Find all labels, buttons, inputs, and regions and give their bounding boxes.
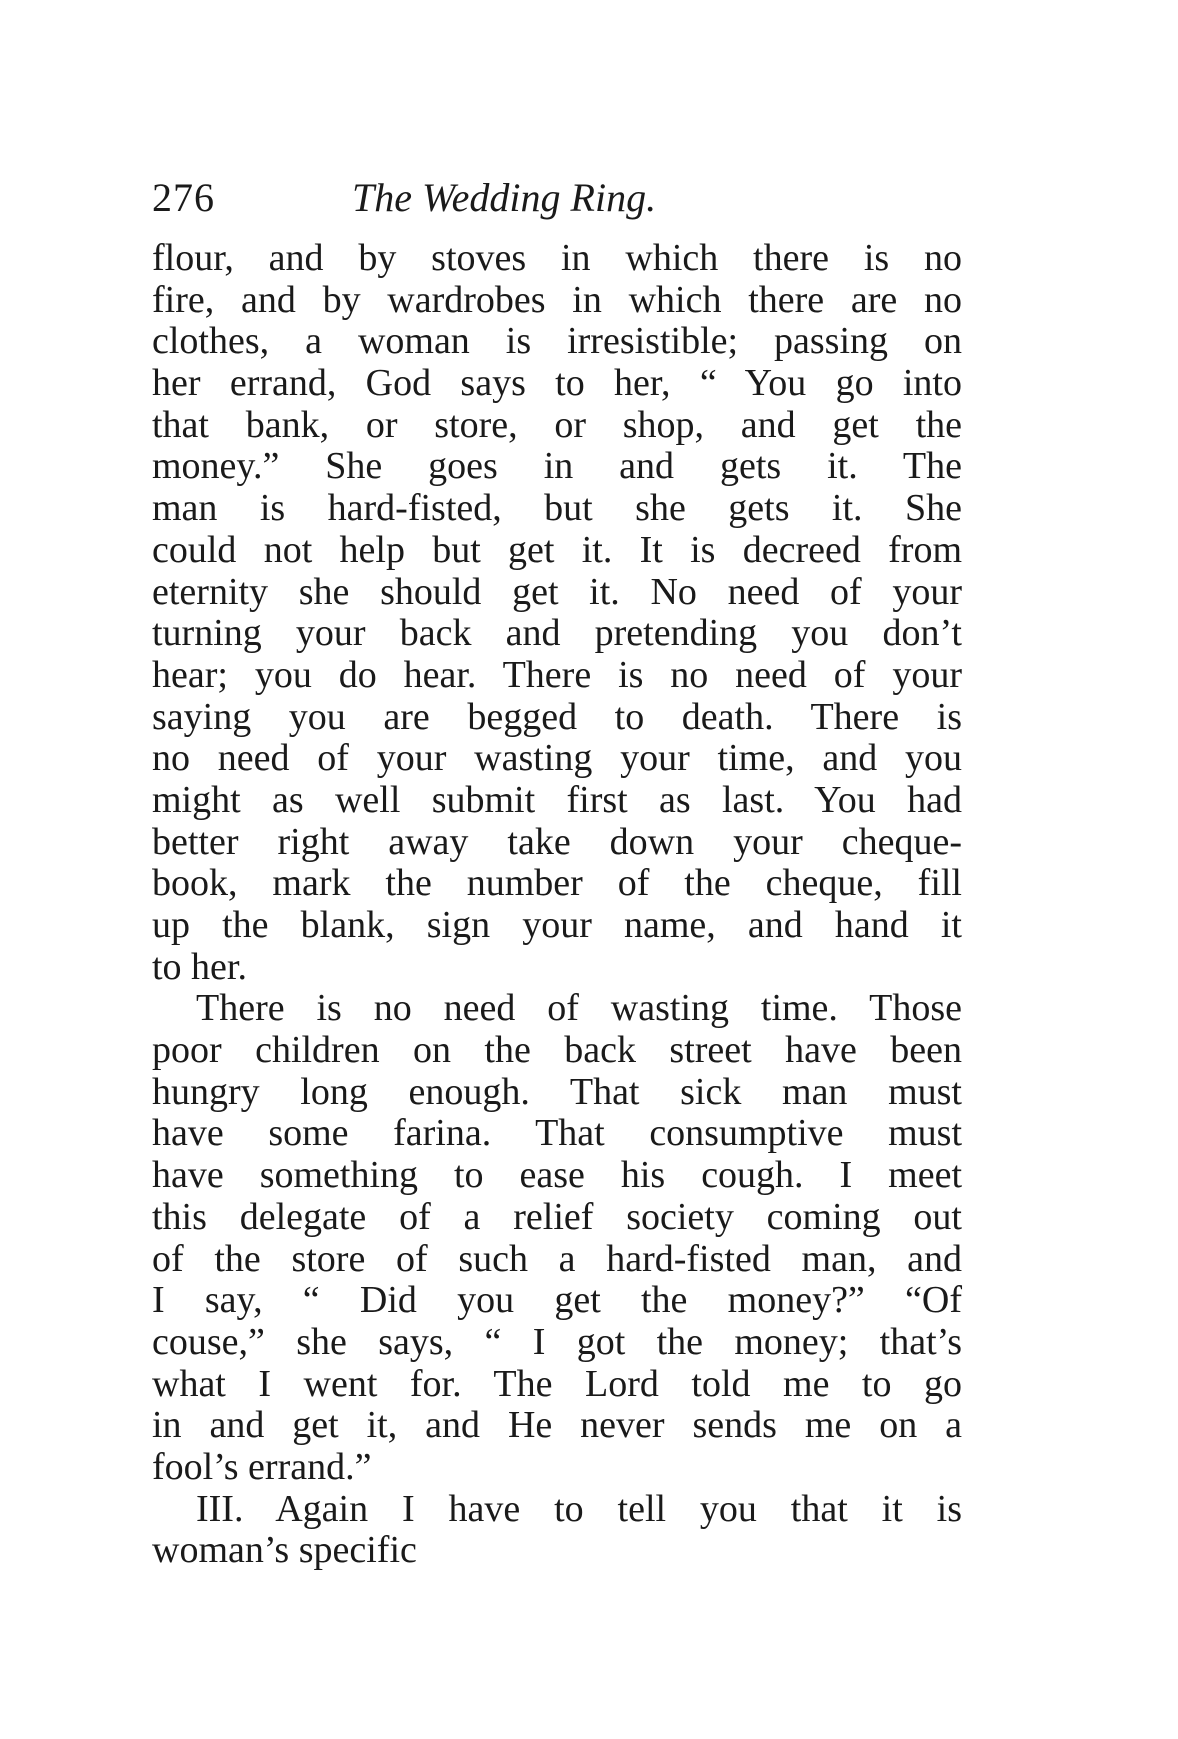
text-line: this delegate of a relief society coming out: [152, 1195, 962, 1238]
text-line: fire, and by wardrobes in which there are no: [152, 278, 962, 321]
running-title: The Wedding Ring.: [352, 175, 657, 220]
text-line: no need of your wasting your time, and you: [152, 737, 962, 780]
text-line: poor children on the back street have been: [152, 1029, 962, 1072]
text-line: flour, and by stoves in which there is no: [152, 237, 962, 279]
text-line: of the store of such a hard-fisted man, and: [152, 1237, 962, 1280]
text-line: in and get it, and He never sends me on a: [152, 1404, 962, 1447]
text-line: her errand, God says to her, “ You go into: [152, 362, 962, 405]
paragraph-first-line: There is no need of wasting time. Those: [196, 987, 962, 1030]
text-line: hungry long enough. That sick man must: [152, 1070, 962, 1113]
text-line: have something to ease his cough. I meet: [152, 1154, 962, 1197]
text-line: woman’s specific: [152, 1529, 417, 1572]
text-line: money.” She goes in and gets it. The: [152, 445, 962, 488]
text-line: man is hard-fisted, but she gets it. She: [152, 487, 962, 530]
text-line: turning your back and pretending you don’t: [152, 612, 962, 655]
body-text: [152, 238, 962, 1572]
text-line: up the blank, sign your name, and hand it: [152, 904, 962, 946]
text-line: couse,” she says, “ I got the money; that’s: [152, 1320, 962, 1363]
text-line: clothes, a woman is irresistible; passing on: [152, 320, 962, 363]
running-head: [152, 168, 962, 228]
text-line: hear; you do hear. There is no need of your: [152, 653, 962, 696]
text-line: saying you are begged to death. There is: [152, 695, 962, 738]
text-line: might as well submit first as last. You had: [152, 778, 962, 821]
text-line: book, mark the number of the cheque, fill: [152, 862, 962, 905]
text-line: better right away take down your cheque-: [152, 820, 962, 863]
text-line: fool’s errand.”: [152, 1445, 372, 1488]
text-line: that bank, or store, or shop, and get the: [152, 403, 962, 446]
paragraph-first-line: III. Again I have to tell you that it is: [196, 1487, 962, 1530]
text-line: have some farina. That consumptive must: [152, 1112, 962, 1155]
text-line: to her.: [152, 945, 247, 988]
text-line: what I went for. The Lord told me to go: [152, 1362, 962, 1405]
text-line: I say, “ Did you get the money?” “Of: [152, 1279, 962, 1322]
page-number: 276: [152, 175, 215, 220]
text-line: eternity she should get it. No need of your: [152, 570, 962, 613]
text-line: could not help but get it. It is decreed from: [152, 528, 962, 571]
